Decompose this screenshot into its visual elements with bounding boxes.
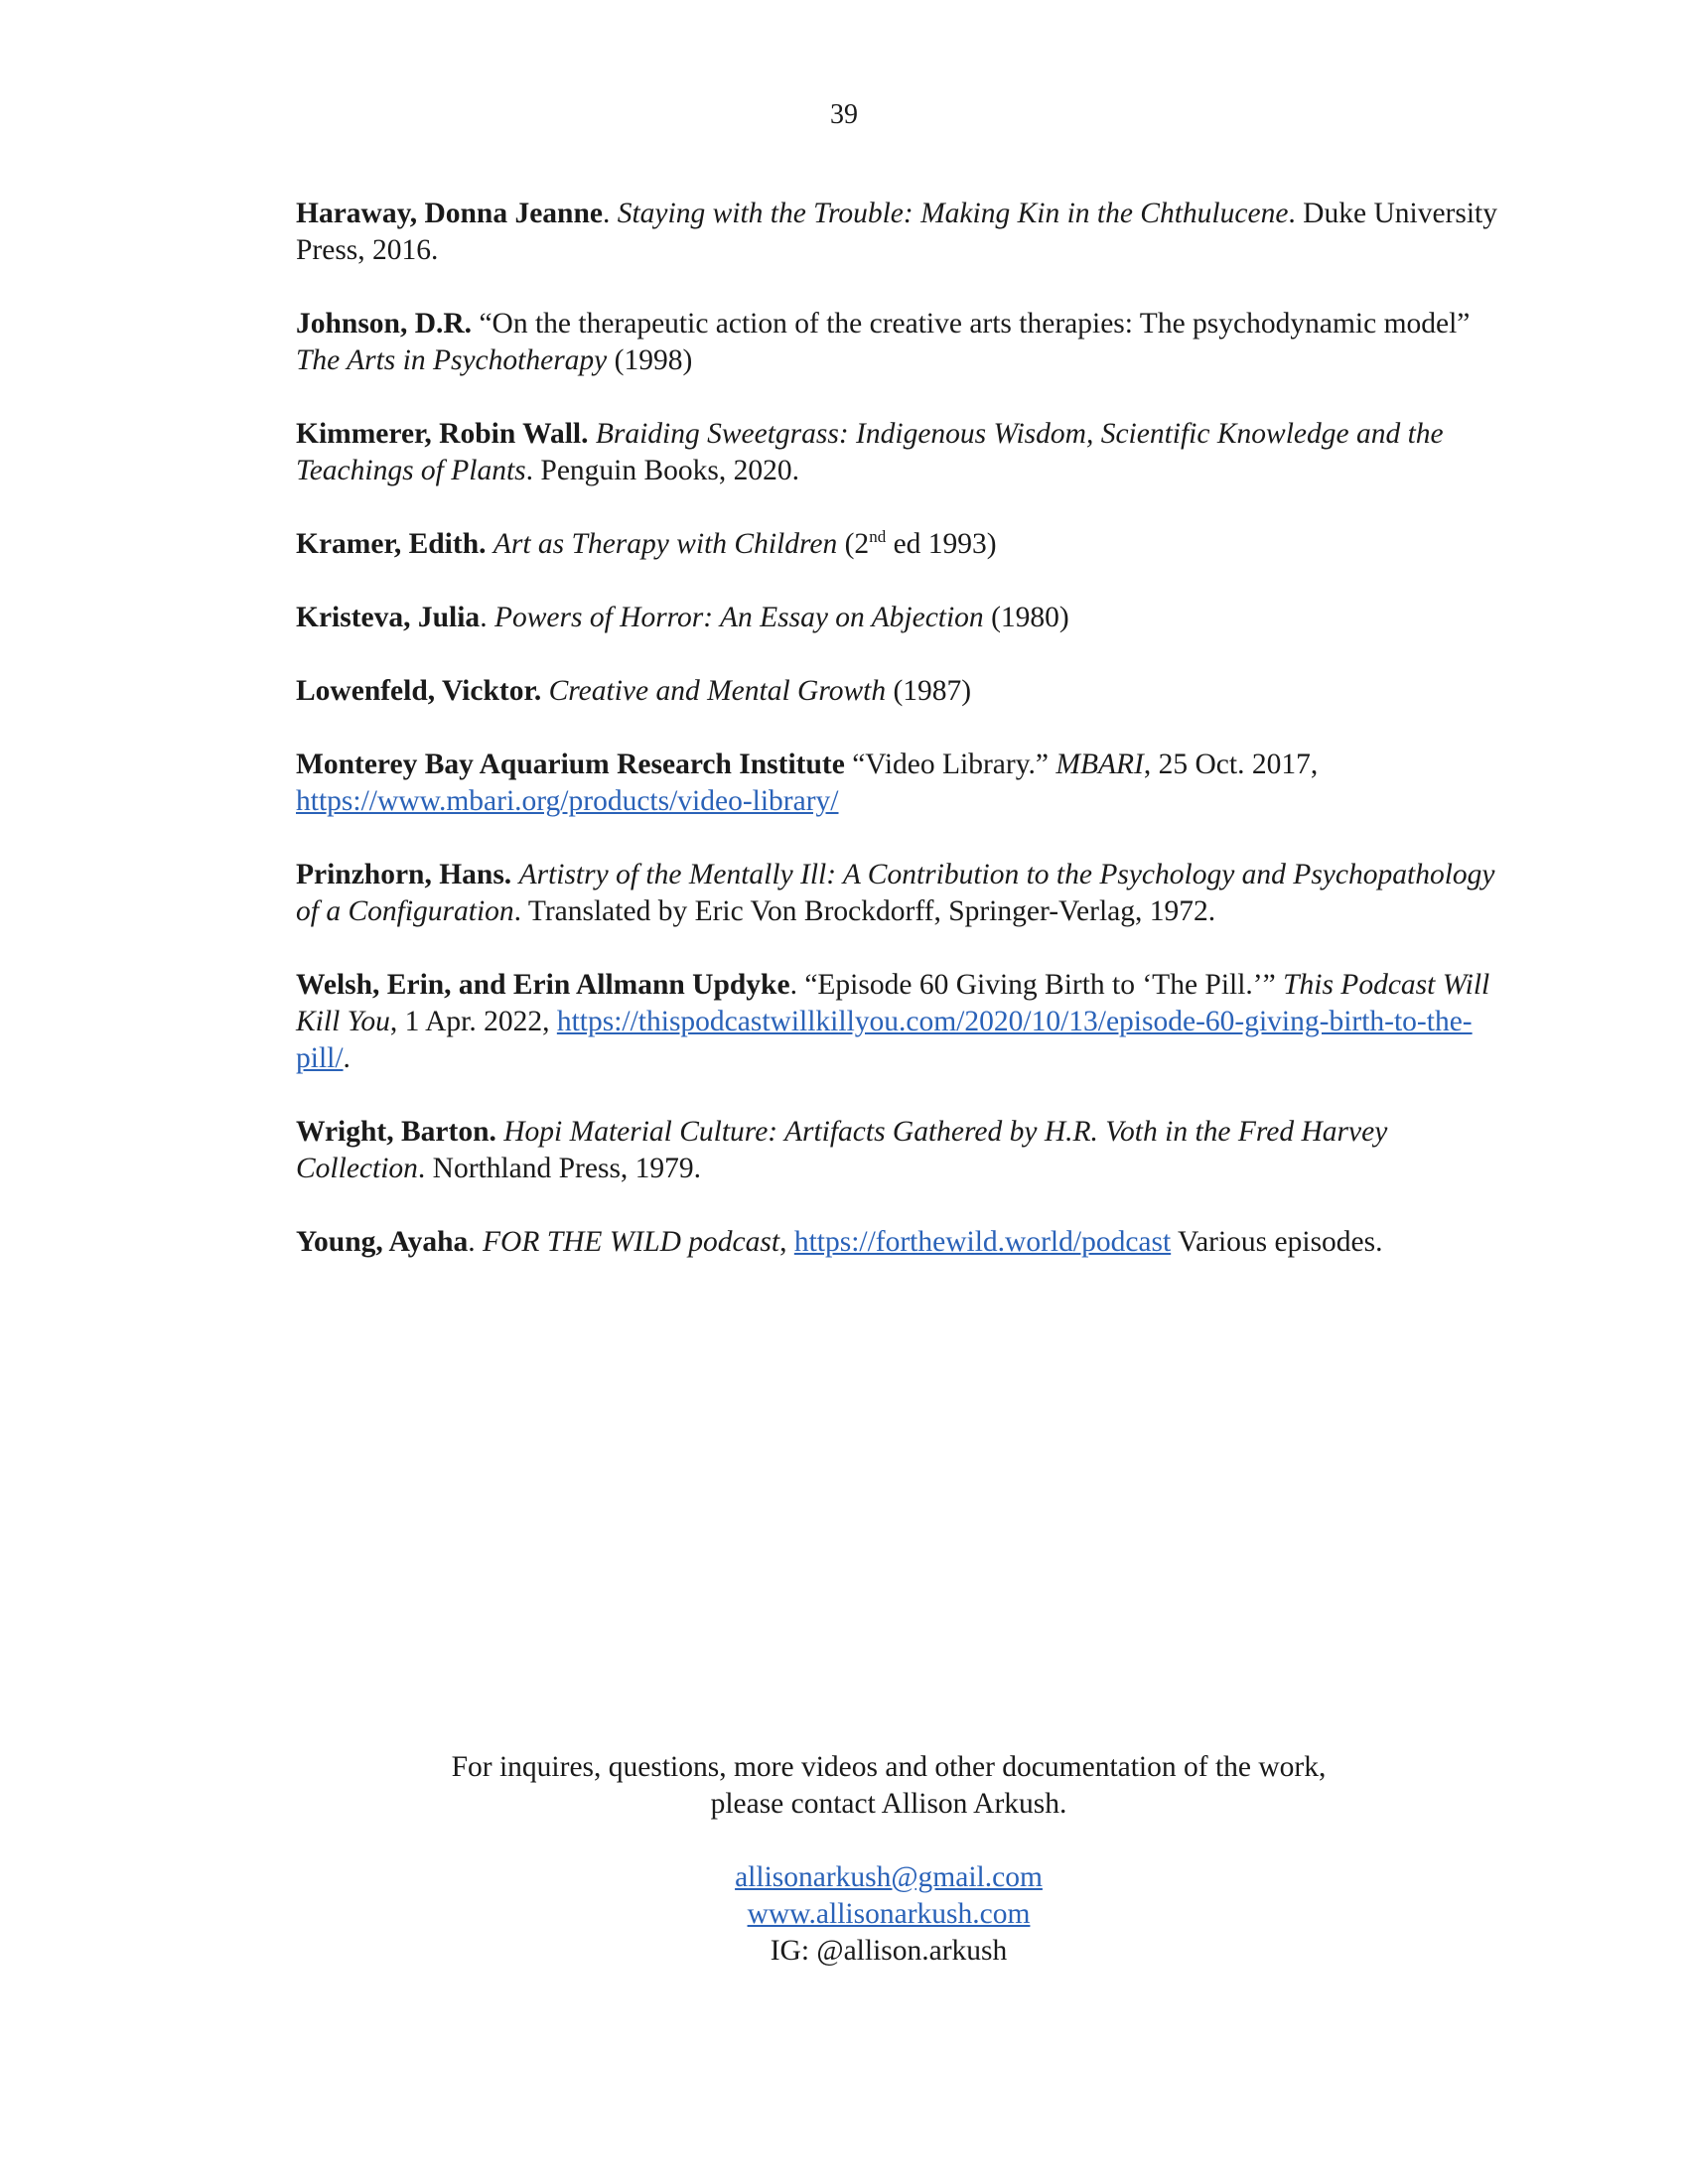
entry-article-title: “Episode 60 Giving Birth to ‘The Pill.’” bbox=[804, 969, 1284, 1001]
entry-author: Haraway, Donna Jeanne bbox=[296, 198, 603, 229]
entry-author: Prinzhorn, Hans. bbox=[296, 859, 512, 890]
entry-link[interactable]: https://thispodcastwillkillyou.com/2020/10/13/episode-60-giving-birth-to-the-pill/ bbox=[296, 1006, 1473, 1074]
entry-title: The Arts in Psychotherapy bbox=[296, 344, 608, 376]
entry-publication: , 25 Oct. 2017, bbox=[1143, 749, 1319, 780]
bibliography-entry bbox=[296, 306, 1497, 379]
bibliography-list bbox=[296, 196, 1497, 1297]
entry-separator bbox=[511, 859, 518, 890]
entry-separator: . bbox=[468, 1226, 483, 1258]
footer-line: please contact Allison Arkush. bbox=[710, 1788, 1067, 1820]
entry-edition: (2 bbox=[837, 528, 870, 560]
entry-title: Artistry of the Mentally Ill: A Contribution to the Psychology and Psychopathology of a Configuration bbox=[296, 859, 1495, 927]
entry-separator: . bbox=[789, 969, 805, 1001]
entry-title: Hopi Material Culture: Artifacts Gathered by H.R. Voth in the Fred Harvey Collection bbox=[296, 1116, 1388, 1184]
entry-author: Kimmerer, Robin Wall. bbox=[296, 418, 589, 450]
bibliography-entry bbox=[296, 1114, 1497, 1187]
page-number: 39 bbox=[830, 99, 858, 130]
entry-publication: . Translated by Eric Von Brockdorff, Springer-Verlag, 1972. bbox=[513, 895, 1216, 927]
entry-separator bbox=[588, 418, 595, 450]
entry-author: Young, Ayaha bbox=[296, 1226, 469, 1258]
contact-website-line bbox=[0, 1896, 1688, 1933]
entry-author: Welsh, Erin, and Erin Allmann Updyke bbox=[296, 969, 790, 1001]
entry-title: Staying with the Trouble: Making Kin in the Chthulucene bbox=[617, 198, 1289, 229]
entry-tail: . bbox=[343, 1042, 351, 1074]
entry-author: Kramer, Edith. bbox=[296, 528, 487, 560]
bibliography-entry bbox=[296, 600, 1497, 636]
entry-author: Lowenfeld, Vicktor. bbox=[296, 675, 542, 707]
entry-publication: (1980) bbox=[983, 602, 1069, 633]
entry-publication: ed 1993) bbox=[886, 528, 997, 560]
entry-publication: . Penguin Books, 2020. bbox=[525, 455, 800, 486]
entry-title: FOR THE WILD podcast bbox=[483, 1226, 780, 1258]
instagram-handle: IG: @allison.arkush bbox=[770, 1935, 1008, 1967]
entry-publication: (1998) bbox=[607, 344, 693, 376]
contact-footer bbox=[0, 1749, 1688, 1970]
entry-title: This Podcast Will Kill You bbox=[296, 969, 1490, 1037]
entry-link[interactable]: https://www.mbari.org/products/video-library/ bbox=[296, 785, 839, 817]
bibliography-entry bbox=[296, 857, 1497, 930]
contact-email-line bbox=[0, 1859, 1688, 1896]
entry-superscript: nd bbox=[869, 527, 887, 547]
entry-publication: . Duke University Press, 2016. bbox=[296, 198, 1497, 266]
entry-author: Monterey Bay Aquarium Research Institute bbox=[296, 749, 845, 780]
entry-separator: . bbox=[602, 198, 618, 229]
website-link[interactable]: www.allisonarkush.com bbox=[747, 1898, 1031, 1930]
bibliography-entry bbox=[296, 747, 1497, 820]
footer-line: For inquires, questions, more videos and other documentation of the work, bbox=[451, 1751, 1327, 1783]
entry-link[interactable]: https://forthewild.world/podcast bbox=[793, 1226, 1172, 1258]
bibliography-entry bbox=[296, 967, 1497, 1077]
entry-tail: Various episodes. bbox=[1171, 1226, 1383, 1258]
entry-article-title: “On the therapeutic action of the creative arts therapies: The psychodynamic model” bbox=[479, 308, 1471, 340]
entry-title: MBARI bbox=[1055, 749, 1144, 780]
entry-title: Creative and Mental Growth bbox=[548, 675, 887, 707]
entry-title: Braiding Sweetgrass: Indigenous Wisdom, Scientific Knowledge and the Teachings of Plants bbox=[296, 418, 1444, 486]
entry-publication: , bbox=[779, 1226, 794, 1258]
entry-title: Art as Therapy with Children bbox=[492, 528, 838, 560]
bibliography-entry bbox=[296, 196, 1497, 269]
bibliography-entry bbox=[296, 526, 1497, 563]
bibliography-entry bbox=[296, 416, 1497, 489]
bibliography-entry bbox=[296, 673, 1497, 710]
entry-publication: (1987) bbox=[886, 675, 972, 707]
entry-author: Johnson, D.R. bbox=[296, 308, 473, 340]
entry-publication: . Northland Press, 1979. bbox=[417, 1153, 702, 1184]
entry-separator bbox=[486, 528, 492, 560]
entry-article-title: “Video Library.” bbox=[852, 749, 1056, 780]
entry-author: Kristeva, Julia bbox=[296, 602, 481, 633]
email-link[interactable]: allisonarkush@gmail.com bbox=[735, 1861, 1043, 1893]
entry-separator: . bbox=[480, 602, 494, 633]
bibliography-entry bbox=[296, 1224, 1497, 1261]
entry-publication: , 1 Apr. 2022, bbox=[389, 1006, 557, 1037]
entry-title: Powers of Horror: An Essay on Abjection bbox=[493, 602, 984, 633]
entry-author: Wright, Barton. bbox=[296, 1116, 496, 1148]
entry-separator bbox=[541, 675, 548, 707]
